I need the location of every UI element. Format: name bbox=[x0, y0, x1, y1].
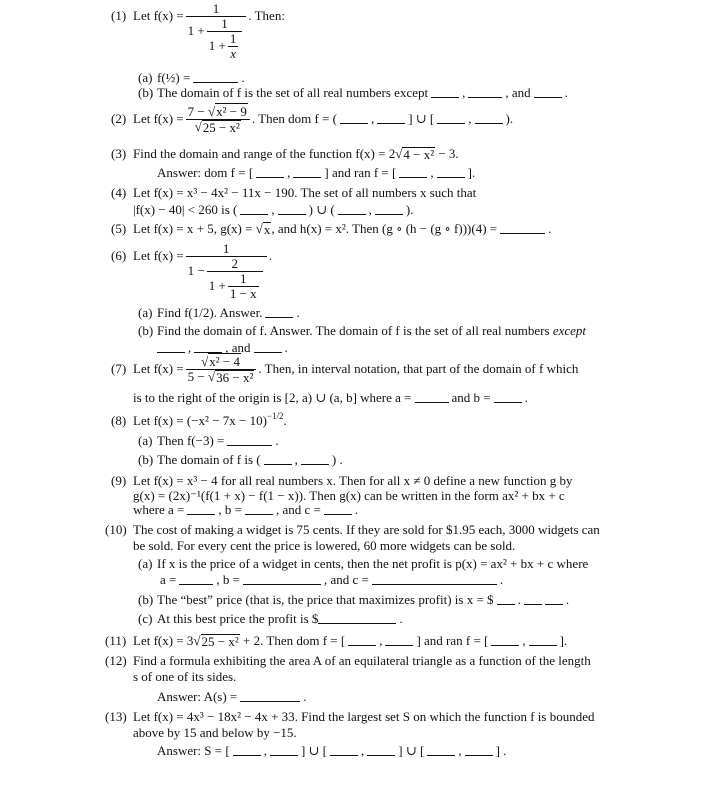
radicand: 25 − x² bbox=[201, 634, 239, 649]
part-text: At this best price the profit is $ bbox=[157, 611, 319, 626]
answer-blank[interactable] bbox=[491, 634, 519, 646]
answer-blank[interactable] bbox=[264, 453, 292, 465]
punct: , bbox=[522, 633, 526, 648]
punct: . bbox=[284, 340, 288, 355]
punct: ] and ran f = [ bbox=[324, 165, 397, 180]
part-label: (c) bbox=[138, 611, 153, 626]
part-label: (b) bbox=[138, 592, 154, 607]
problem-13 bbox=[105, 710, 595, 724]
problem-10b bbox=[138, 593, 569, 607]
radicand: x² − 4 bbox=[209, 354, 240, 369]
answer-blank[interactable] bbox=[367, 744, 395, 756]
punct: , bbox=[263, 743, 267, 758]
answer-blank[interactable] bbox=[256, 166, 284, 178]
punct: . bbox=[296, 305, 300, 320]
problem-text: Let f(x) = 4x³ − 18x² − 4x + 33. Find the largest set S on which the function f is bounded bbox=[133, 709, 595, 724]
punct: . bbox=[565, 592, 570, 607]
answer-blank[interactable] bbox=[415, 391, 449, 403]
problem-5: (5) Let f(x) = x + 5, g(x) = √ x , and h(x) = x². Then (g ∘ (h − (g ∘ f)))(4) = . bbox=[111, 221, 552, 237]
radicand: 25 − x² bbox=[202, 120, 240, 135]
punct: ] ∪ [ bbox=[408, 111, 435, 126]
problem-6a bbox=[138, 306, 300, 320]
emphasis: except bbox=[552, 323, 587, 338]
numerator: 2 bbox=[207, 257, 263, 272]
answer-blank[interactable] bbox=[324, 503, 352, 515]
punct: , bbox=[188, 340, 192, 355]
punct: , bbox=[379, 633, 383, 648]
fraction bbox=[186, 2, 247, 61]
variable: x bbox=[230, 46, 236, 61]
answer-blank[interactable] bbox=[278, 203, 306, 215]
punct: . bbox=[548, 221, 552, 236]
punct: , bbox=[468, 111, 472, 126]
punct: . bbox=[517, 592, 521, 607]
punct: ) . bbox=[331, 452, 343, 467]
answer-blank[interactable] bbox=[270, 744, 298, 756]
problem-10-line2 bbox=[133, 539, 515, 553]
problem-number: (10) bbox=[105, 522, 127, 537]
punct: . bbox=[524, 390, 528, 405]
problem-number: (13) bbox=[105, 709, 127, 724]
answer-blank[interactable] bbox=[227, 434, 272, 446]
punct: , bbox=[271, 202, 275, 217]
punct: ). bbox=[405, 202, 414, 217]
denominator bbox=[207, 272, 263, 301]
punct: . bbox=[241, 70, 245, 85]
problem-text: Let f(x) = bbox=[133, 111, 184, 126]
problem-10c bbox=[138, 612, 403, 626]
problem-text: The cost of making a widget is 75 cents. If they are sold for $1.95 each, 3000 widgets can bbox=[133, 522, 600, 537]
numerator: √x² − 4 bbox=[186, 355, 257, 370]
part-text: f(½) = bbox=[157, 70, 191, 85]
fraction bbox=[207, 17, 243, 61]
term: 1 + bbox=[187, 23, 205, 38]
punct: . bbox=[354, 502, 359, 517]
problem-text: Let f(x) = (−x² − 7x − 10) bbox=[133, 413, 267, 428]
part-text: a = bbox=[160, 572, 177, 587]
problem-text: Let f(x) = bbox=[133, 248, 184, 263]
problem-2 bbox=[111, 105, 513, 135]
problem-text: Let f(x) = x³ − 4x² − 11x − 190. The set of all numbers x such that bbox=[133, 185, 477, 200]
answer-blank[interactable] bbox=[233, 744, 261, 756]
part-text: The domain of f is ( bbox=[157, 452, 261, 467]
fraction bbox=[228, 272, 259, 301]
answer-label: Answer: S = [ bbox=[157, 743, 230, 758]
term: 1 + bbox=[208, 38, 226, 53]
punct: ]. bbox=[467, 165, 476, 180]
part-text: The “best” price (that is, the price that maximizes profit) is x = $ bbox=[157, 592, 494, 607]
denominator: √ 25 − x² bbox=[194, 119, 240, 135]
problem-number: (9) bbox=[111, 473, 127, 488]
denominator bbox=[186, 17, 247, 61]
problem-1b bbox=[138, 86, 568, 100]
denominator: 1 − x bbox=[229, 286, 257, 301]
answer-blank[interactable] bbox=[245, 503, 273, 515]
answer-blank[interactable] bbox=[265, 306, 293, 318]
answer-blank[interactable] bbox=[377, 112, 405, 124]
numerator: 1 bbox=[228, 272, 259, 287]
problem-11: (11) Let f(x) = 3 √ 25 − x² + 2. Then dom f = [ , ] and ran f = [ , ]. bbox=[105, 633, 568, 649]
numerator: 1 bbox=[207, 17, 243, 32]
punct: , bbox=[458, 743, 462, 758]
answer-blank[interactable] bbox=[193, 71, 238, 83]
answer-blank[interactable] bbox=[500, 222, 545, 234]
punct: ] and ran f = [ bbox=[416, 633, 489, 648]
fraction bbox=[186, 242, 267, 301]
problem-text: . Then: bbox=[248, 8, 285, 23]
part-text: If x is the price of a widget in cents, then the net profit is p(x) = ax² + bx + c where bbox=[157, 556, 589, 571]
answer-blank[interactable] bbox=[427, 744, 455, 756]
answer-blank[interactable] bbox=[497, 593, 515, 605]
problem-text: − 3. bbox=[435, 146, 459, 161]
part-text: Find the domain of f. Answer. The domain of f is the set of all real numbers bbox=[157, 323, 553, 338]
problem-text: Let f(x) = bbox=[133, 361, 184, 376]
answer-blank[interactable] bbox=[293, 166, 321, 178]
punct: . bbox=[268, 248, 272, 263]
part-label: (b) bbox=[138, 452, 154, 467]
numerator: 1 bbox=[186, 2, 247, 17]
problem-8b bbox=[138, 453, 343, 467]
problem-text: above by 15 and below by −15. bbox=[133, 725, 297, 740]
punct: . bbox=[275, 433, 279, 448]
punct: ). bbox=[505, 111, 514, 126]
radicand: x² − 9 bbox=[216, 104, 247, 119]
problem-text: Let f(x) = 3 bbox=[133, 633, 194, 648]
punct: . bbox=[283, 413, 287, 428]
exponent: −1/2 bbox=[266, 411, 284, 421]
answer-blank[interactable] bbox=[254, 341, 282, 353]
problem-3: (3) Find the domain and range of the function f(x) = 2 √ 4 − x² − 3. bbox=[111, 146, 459, 162]
problem-12-line2 bbox=[133, 670, 236, 684]
part-label: (a) bbox=[138, 556, 153, 571]
answer-blank[interactable] bbox=[437, 112, 465, 124]
problem-7 bbox=[111, 355, 578, 385]
answer-blank[interactable] bbox=[372, 573, 497, 585]
problem-number: (5) bbox=[111, 221, 127, 236]
punct: ]. bbox=[559, 633, 568, 648]
punct: , and bbox=[505, 85, 531, 100]
answer-blank[interactable] bbox=[338, 203, 366, 215]
punct: , b = bbox=[216, 572, 240, 587]
problem-1 bbox=[111, 2, 285, 61]
punct: , and bbox=[225, 340, 251, 355]
punct: , bbox=[430, 165, 434, 180]
problem-number: (1) bbox=[111, 8, 127, 23]
answer-blank[interactable] bbox=[340, 112, 368, 124]
fraction bbox=[207, 257, 263, 301]
punct: ] ∪ [ bbox=[398, 743, 425, 758]
problem-text: . Then dom f = ( bbox=[251, 111, 337, 126]
problem-text: g(x) = (2x)⁻¹(f(1 + x) − f(1 − x)). Then g(x) can be written in the form ax² + bx + c bbox=[133, 488, 565, 503]
problem-1a bbox=[138, 71, 245, 85]
problem-text: Let f(x) = x³ − 4 for all real numbers x. Then for all x ≠ 0 define a new function g by bbox=[133, 473, 573, 488]
problem-12 bbox=[105, 654, 591, 668]
punct: . bbox=[399, 611, 403, 626]
answer-blank[interactable] bbox=[385, 634, 413, 646]
answer-blank[interactable] bbox=[431, 86, 459, 98]
problem-number: (12) bbox=[105, 653, 127, 668]
part-text: Find f(1/2). Answer. bbox=[157, 305, 263, 320]
answer-blank[interactable] bbox=[318, 612, 396, 624]
answer-label: Answer: dom f = [ bbox=[157, 165, 254, 180]
punct: . bbox=[499, 572, 504, 587]
answer-label: Answer: A(s) = bbox=[157, 689, 238, 704]
problem-number: (6) bbox=[111, 248, 127, 263]
numerator: 1 bbox=[186, 242, 267, 257]
problem-6b bbox=[138, 324, 586, 338]
radicand: 4 − x² bbox=[403, 147, 435, 162]
punct: , and c = bbox=[323, 572, 369, 587]
fraction bbox=[186, 355, 257, 385]
radicand: x bbox=[263, 222, 271, 237]
problem-text: is to the right of the origin is [2, a) ∪ (a, b] where a = bbox=[133, 390, 412, 405]
problem-number: (4) bbox=[111, 185, 127, 200]
answer-blank[interactable] bbox=[545, 593, 563, 605]
answer-blank[interactable] bbox=[194, 341, 222, 353]
answer-blank[interactable] bbox=[187, 503, 215, 515]
problem-text: Find the domain and range of the function f(x) = 2 bbox=[133, 146, 396, 161]
problem-text: , and h(x) = x². Then (g ∘ (h − (g ∘ f)))(4) = bbox=[271, 221, 498, 236]
answer-blank[interactable] bbox=[524, 593, 542, 605]
problem-4-line2 bbox=[133, 203, 414, 217]
problem-10a-line2 bbox=[160, 573, 503, 587]
punct: . bbox=[303, 689, 307, 704]
problem-number: (8) bbox=[111, 413, 127, 428]
punct: , b = bbox=[218, 502, 242, 517]
problem-13-line2 bbox=[133, 726, 297, 740]
denominator bbox=[207, 32, 243, 61]
answer-blank[interactable] bbox=[240, 690, 300, 702]
problem-text: be sold. For every cent the price is lowered, 60 more widgets can be sold. bbox=[133, 538, 516, 553]
part-label: (b) bbox=[138, 323, 154, 338]
problem-number: (3) bbox=[111, 146, 127, 161]
numerator: 1 bbox=[229, 31, 237, 46]
problem-text: s of one of its sides. bbox=[133, 669, 237, 684]
answer-blank[interactable] bbox=[534, 86, 562, 98]
part-label: (a) bbox=[138, 433, 153, 448]
problem-text: + 2. Then dom f = [ bbox=[239, 633, 346, 648]
punct: ] . bbox=[495, 743, 507, 758]
answer-blank[interactable] bbox=[468, 86, 502, 98]
term: 1 − bbox=[187, 263, 205, 278]
answer-blank[interactable] bbox=[375, 203, 403, 215]
problem-text: . Then, in interval notation, that part of the domain of f which bbox=[258, 361, 579, 376]
answer-blank[interactable] bbox=[179, 573, 213, 585]
part-text: Then f(−3) = bbox=[157, 433, 225, 448]
term: 5 − bbox=[187, 369, 205, 384]
problem-text: Let f(x) = bbox=[133, 8, 184, 23]
radicand: 36 − x² bbox=[216, 370, 254, 385]
denominator: 5 − √ 36 − x² bbox=[187, 369, 254, 385]
problem-number: (11) bbox=[105, 633, 127, 648]
problem-7-line2 bbox=[133, 391, 528, 405]
answer-blank[interactable] bbox=[243, 573, 321, 585]
term: 1 + bbox=[208, 278, 226, 293]
punct: , bbox=[462, 85, 466, 100]
problem-text: |f(x) − 40| < 260 is ( bbox=[133, 202, 238, 217]
answer-blank[interactable] bbox=[437, 166, 465, 178]
problem-3-answer bbox=[157, 166, 475, 180]
problem-10 bbox=[105, 523, 600, 537]
part-label: (a) bbox=[138, 305, 153, 320]
problem-12-answer bbox=[157, 690, 307, 704]
punct: , bbox=[361, 743, 365, 758]
fraction bbox=[228, 32, 239, 61]
punct: ] ∪ [ bbox=[300, 743, 327, 758]
problem-8 bbox=[111, 411, 287, 428]
part-label: (b) bbox=[138, 85, 154, 100]
punct: , and c = bbox=[275, 502, 321, 517]
problem-text: Find a formula exhibiting the area A of an equilateral triangle as a function of the length bbox=[133, 653, 591, 668]
problem-10a bbox=[138, 557, 588, 571]
punct: , bbox=[287, 165, 291, 180]
problem-6 bbox=[111, 242, 272, 301]
problem-9 bbox=[111, 474, 573, 488]
denominator bbox=[228, 47, 238, 61]
answer-blank[interactable] bbox=[348, 634, 376, 646]
part-label: (a) bbox=[138, 70, 153, 85]
punct: , bbox=[370, 111, 375, 126]
problem-13-answer bbox=[157, 744, 506, 758]
problem-number: (7) bbox=[111, 361, 127, 376]
punct: ) ∪ ( bbox=[308, 202, 335, 217]
answer-blank[interactable] bbox=[465, 744, 493, 756]
answer-blank[interactable] bbox=[399, 166, 427, 178]
answer-blank[interactable] bbox=[529, 634, 557, 646]
problem-9-line3 bbox=[133, 503, 358, 517]
problem-4 bbox=[111, 186, 476, 200]
part-text: The domain of f is the set of all real numbers except bbox=[157, 85, 429, 100]
punct: , bbox=[368, 202, 372, 217]
problem-number: (2) bbox=[111, 111, 127, 126]
answer-blank[interactable] bbox=[330, 744, 358, 756]
term: 7 − bbox=[187, 104, 205, 119]
answer-blank[interactable] bbox=[475, 112, 503, 124]
numerator: 7 − √x² − 9 bbox=[186, 105, 250, 120]
answer-blank[interactable] bbox=[240, 203, 268, 215]
answer-blank[interactable] bbox=[157, 341, 185, 353]
punct: . bbox=[564, 85, 568, 100]
denominator bbox=[186, 257, 267, 301]
problem-text: and b = bbox=[451, 390, 491, 405]
answer-blank[interactable] bbox=[494, 391, 522, 403]
problem-text: Let f(x) = x + 5, g(x) = bbox=[133, 221, 256, 236]
punct: , bbox=[294, 452, 298, 467]
fraction bbox=[186, 105, 250, 135]
answer-blank[interactable] bbox=[301, 453, 329, 465]
problem-9-line2 bbox=[133, 489, 565, 503]
problem-8a bbox=[138, 434, 279, 448]
problem-text: where a = bbox=[133, 502, 185, 517]
